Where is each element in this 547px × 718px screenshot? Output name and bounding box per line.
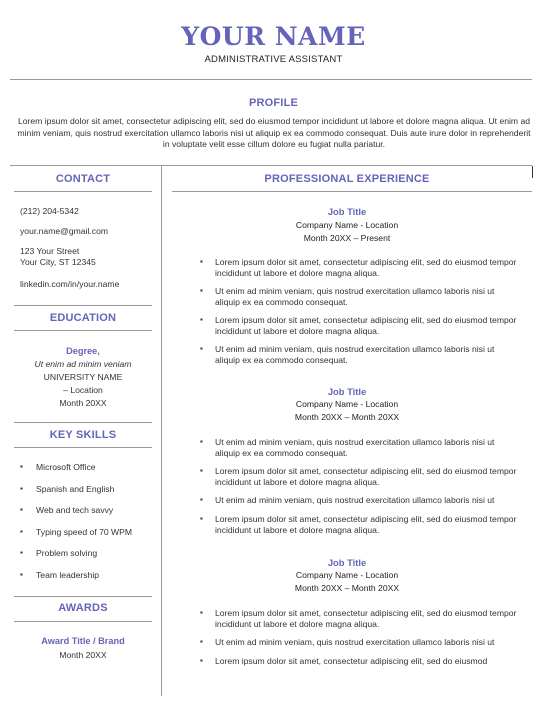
- education-rule-bottom: [14, 330, 152, 331]
- job-bullet: [200, 437, 520, 458]
- bullet-text: Lorem ipsum dolor sit amet, consectetur adipiscing elit, sed do eiusmod tempor incididunt ut labore et dolore magna aliqua.: [215, 608, 517, 629]
- education-degree: Degree,: [66, 346, 100, 356]
- experience-rule: [172, 191, 532, 192]
- bullet-icon: ▪: [20, 548, 23, 557]
- bullet-icon: ▪: [200, 466, 203, 475]
- job-bullet: [200, 514, 520, 535]
- bullet-text: Lorem ipsum dolor sit amet, consectetur adipiscing elit, sed do eiusmod tempor incididunt ut labore et dolore magna aliqua.: [215, 514, 517, 535]
- skill-label: Web and tech savvy: [36, 505, 114, 515]
- bullet-icon: ▪: [200, 315, 203, 324]
- bullet-text: Lorem ipsum dolor sit amet, consectetur adipiscing elit, sed do eiusmod tempor incididunt ut labore et dolore magna aliqua.: [215, 466, 517, 487]
- bullet-icon: ▪: [200, 495, 203, 504]
- bullet-text: Ut enim ad minim veniam, quis nostrud exercitation ullamco laboris nisi ut aliquip ex ea commodo consequat.: [215, 437, 495, 458]
- skills-rule-top: [14, 422, 152, 423]
- bullet-icon: ▪: [200, 656, 203, 665]
- contact-city: Your City, ST 12345: [20, 257, 96, 267]
- profile-rule: [10, 165, 532, 166]
- job-bullet: [200, 466, 520, 487]
- profile-rule-end-tick: [532, 166, 533, 178]
- contact-rule: [14, 191, 152, 192]
- bullet-text: Lorem ipsum dolor sit amet, consectetur adipiscing elit, sed do eiusmod tempor incididunt ut labore et dolore magna aliqua.: [215, 257, 517, 278]
- job-company: Company Name - Location: [295, 399, 399, 409]
- bullet-icon: ▪: [200, 637, 203, 646]
- job-dates: Month 20XX – Month 20XX: [294, 583, 400, 593]
- bullet-icon: ▪: [200, 608, 203, 617]
- job-bullet: [200, 286, 520, 307]
- award-title: Award Title / Brand: [41, 636, 125, 646]
- contact-heading: CONTACT: [55, 173, 111, 185]
- bullet-text: Ut enim ad minim veniam, quis nostrud exercitation ullamco laboris nisi ut: [215, 495, 495, 505]
- award-date: Month 20XX: [59, 650, 107, 660]
- education-university: UNIVERSITY NAME: [43, 372, 123, 382]
- bullet-icon: ▪: [20, 570, 23, 579]
- job-bullet: [200, 495, 520, 506]
- job-bullet: [200, 315, 520, 336]
- resume-name: YOUR NAME: [181, 22, 366, 51]
- education-field: Ut enim ad minim veniam: [34, 359, 132, 369]
- skill-label: Typing speed of 70 WPM: [36, 527, 133, 537]
- skills-heading: KEY SKILLS: [49, 429, 117, 441]
- bullet-icon: ▪: [200, 437, 203, 446]
- bullet-text: Ut enim ad minim veniam, quis nostrud exercitation ullamco laboris nisi ut: [215, 637, 495, 647]
- bullet-icon: ▪: [200, 514, 203, 523]
- profile-text: Lorem ipsum dolor sit amet, consectetur adipiscing elit, sed do eiusmod tempor incididunt ut labore et dolore magna aliqua. Ut enim ad minim veniam, quis nostrud exercitation ullamco laboris nisi ut aliquip ex ea commodo consequat. Duis aute irure dolor in reprehenderit in voluptate velit esse cillum dolore eu fugiat nulla pariatur.: [17, 116, 531, 149]
- awards-rule-top: [14, 596, 152, 597]
- column-divider: [161, 166, 162, 696]
- bullet-text: Lorem ipsum dolor sit amet, consectetur adipiscing elit, sed do eiusmod tempor incididunt ut labore et dolore magna aliqua.: [215, 315, 517, 336]
- job-company: Company Name - Location: [295, 220, 399, 230]
- header-rule: [10, 79, 532, 80]
- resume-role: ADMINISTRATIVE ASSISTANT: [204, 54, 343, 65]
- job-title: Job Title: [327, 386, 367, 397]
- job-title: Job Title: [327, 557, 367, 568]
- profile-heading: PROFILE: [248, 97, 299, 109]
- contact-street: 123 Your Street: [20, 246, 80, 256]
- education-location: – Location: [63, 385, 103, 395]
- job-company: Company Name - Location: [295, 570, 399, 580]
- education-rule-top: [14, 305, 152, 306]
- job-dates: Month 20XX – Month 20XX: [294, 412, 400, 422]
- job-bullet: [200, 344, 520, 365]
- education-heading: EDUCATION: [49, 312, 117, 324]
- experience-heading: PROFESSIONAL EXPERIENCE: [264, 173, 430, 185]
- job-bullet: [200, 608, 520, 629]
- contact-phone: (212) 204-5342: [20, 206, 79, 216]
- job-title: Job Title: [327, 206, 367, 217]
- bullet-icon: ▪: [20, 527, 23, 536]
- job-dates: Month 20XX – Present: [303, 233, 391, 243]
- contact-email: your.name@gmail.com: [20, 226, 109, 236]
- contact-linkedin: linkedin.com/in/your.name: [20, 279, 120, 289]
- skills-rule-bottom: [14, 447, 152, 448]
- education-date: Month 20XX: [59, 398, 107, 408]
- bullet-icon: ▪: [200, 257, 203, 266]
- job-bullet: [200, 656, 520, 667]
- bullet-icon: ▪: [20, 505, 23, 514]
- job-bullet: [200, 257, 520, 278]
- awards-rule-bottom: [14, 621, 152, 622]
- bullet-icon: ▪: [20, 462, 23, 471]
- bullet-icon: ▪: [200, 286, 203, 295]
- bullet-text: Ut enim ad minim veniam, quis nostrud exercitation ullamco laboris nisi ut aliquip ex ea commodo consequat.: [215, 286, 495, 307]
- awards-heading: AWARDS: [58, 602, 108, 614]
- job-bullet: [200, 637, 520, 648]
- skill-label: Team leadership: [36, 570, 100, 580]
- bullet-text: Lorem ipsum dolor sit amet, consectetur adipiscing elit, sed do eiusmod: [215, 656, 488, 666]
- skill-label: Problem solving: [36, 548, 98, 558]
- bullet-text: Ut enim ad minim veniam, quis nostrud exercitation ullamco laboris nisi ut aliquip ex ea commodo consequat.: [215, 344, 495, 365]
- bullet-icon: ▪: [20, 484, 23, 493]
- skill-label: Microsoft Office: [36, 462, 96, 472]
- skill-label: Spanish and English: [36, 484, 115, 494]
- bullet-icon: ▪: [200, 344, 203, 353]
